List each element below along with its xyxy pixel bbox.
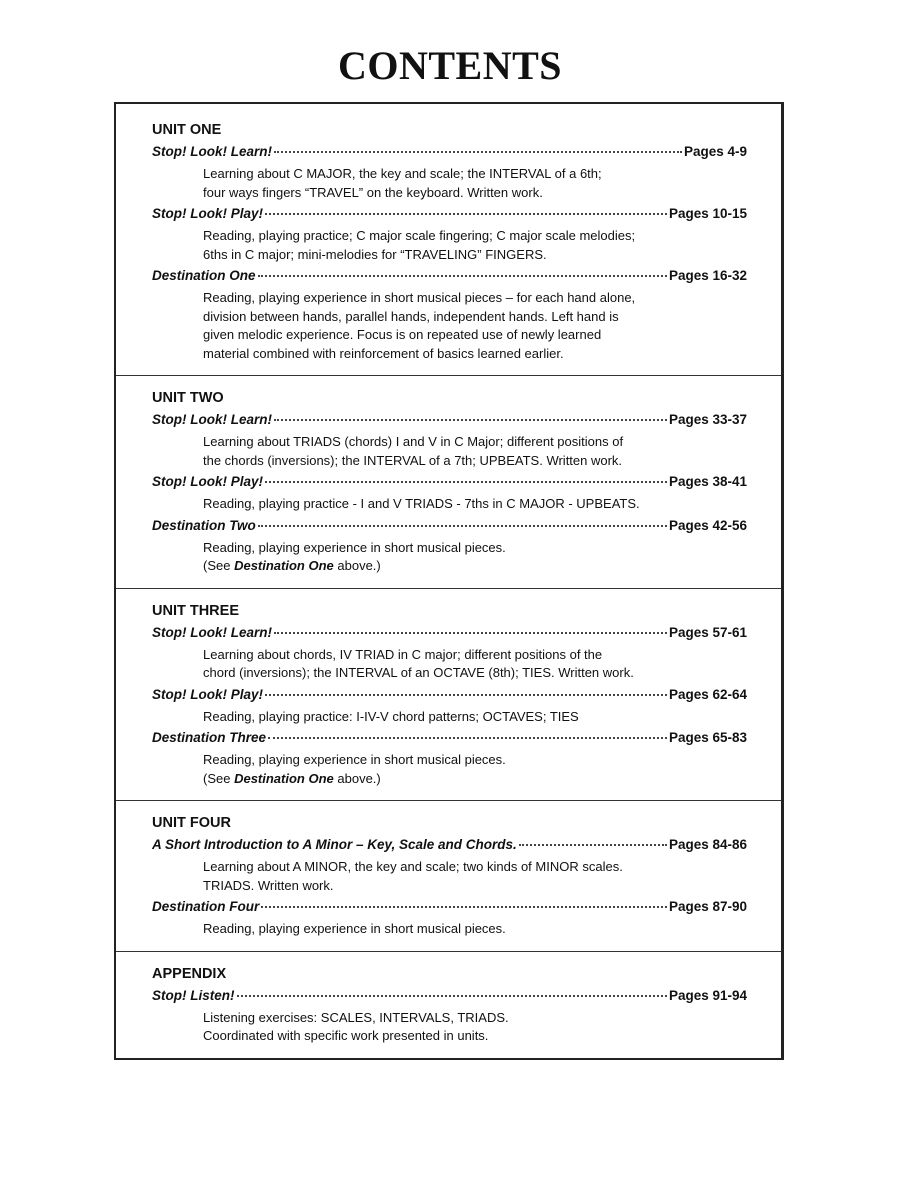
page-range: Pages 84-86 [668, 837, 747, 852]
description-line: Reading, playing experience in short musical pieces. [203, 921, 506, 936]
entry-description [152, 920, 747, 939]
description-line: four ways fingers “TRAVEL” on the keyboard. Written work. [203, 184, 543, 200]
page-range: Pages 4-9 [683, 144, 747, 159]
entry-title: Stop! Look! Play! [152, 474, 263, 489]
description-line: Learning about A MINOR, the key and scale; two kinds of MINOR scales. [203, 859, 623, 874]
entry-description [152, 646, 747, 683]
description-line: material combined with reinforcement of basics learned earlier. [203, 345, 564, 361]
description-line: Reading, playing experience in short musical pieces. [203, 752, 506, 767]
description-line: 6ths in C major; mini-melodies for “TRAVELING” FINGERS. [203, 246, 547, 262]
unit-section [116, 800, 781, 951]
entry-description [152, 433, 747, 470]
toc-entry[interactable] [152, 730, 747, 751]
entry-title: Stop! Look! Learn! [152, 412, 272, 427]
entry-title: Destination Three [152, 730, 267, 745]
page-range: Pages 16-32 [668, 268, 747, 283]
see-prefix: (See [203, 558, 235, 573]
dot-leader [519, 844, 667, 846]
description-line: Listening exercises: SCALES, INTERVALS, TRIADS. [203, 1009, 509, 1025]
description-line: division between hands, parallel hands, independent hands. Left hand is [203, 308, 619, 324]
unit-section [116, 588, 781, 801]
dot-leader [268, 737, 667, 739]
see-suffix: above.) [333, 558, 381, 573]
see-reference [203, 557, 747, 576]
dot-leader [261, 906, 667, 908]
toc-entry[interactable] [152, 412, 747, 433]
dot-leader [274, 419, 667, 421]
description-line: the chords (inversions); the INTERVAL of a 7th; UPBEATS. Written work. [203, 452, 623, 468]
description-line: Learning about C MAJOR, the key and scale; the INTERVAL of a 6th; [203, 166, 602, 181]
entry-title: Destination Two [152, 517, 256, 533]
page-range: Pages 42-56 [668, 517, 747, 533]
toc-entry[interactable] [152, 518, 747, 539]
entry-description [152, 227, 747, 264]
unit-heading: APPENDIX [152, 965, 227, 982]
see-reference [203, 770, 747, 789]
toc-entry[interactable] [152, 206, 747, 227]
entry-description [152, 495, 747, 514]
page-range: Pages 33-37 [668, 412, 747, 427]
contents-table [114, 102, 784, 1060]
dot-leader [265, 213, 667, 215]
toc-entry[interactable] [152, 268, 747, 289]
unit-heading: UNIT TWO [152, 390, 224, 406]
page-range: Pages 57-61 [668, 624, 747, 640]
description-line: Learning about chords, IV TRIAD in C major; different positions of the [203, 646, 603, 662]
toc-entry[interactable] [152, 687, 747, 708]
entry-description [152, 289, 747, 363]
page-range: Pages 38-41 [668, 474, 747, 489]
description-line: Reading, playing experience in short musical pieces. [203, 539, 506, 555]
entry-title: Stop! Listen! [152, 987, 235, 1003]
dot-leader [265, 694, 667, 696]
entry-description [152, 165, 747, 202]
unit-section [116, 375, 781, 588]
entry-title: Destination One [152, 268, 256, 283]
unit-section [116, 104, 781, 375]
entry-title: Stop! Look! Learn! [152, 144, 272, 159]
page-range: Pages 91-94 [668, 987, 747, 1003]
dot-leader [258, 525, 667, 527]
toc-entry[interactable] [152, 837, 747, 858]
description-line: TRIADS. Written work. [203, 877, 334, 893]
entry-description [152, 751, 747, 788]
dot-leader [265, 481, 667, 483]
page-range: Pages 62-64 [668, 686, 747, 702]
toc-entry[interactable] [152, 474, 747, 495]
dot-leader [274, 632, 667, 634]
entry-title: Stop! Look! Learn! [152, 624, 272, 640]
entry-description [152, 1009, 747, 1046]
description-line: Reading, playing practice; C major scale fingering; C major scale melodies; [203, 228, 636, 243]
unit-heading: UNIT FOUR [152, 815, 231, 831]
description-line: chord (inversions); the INTERVAL of an OCTAVE (8th); TIES. Written work. [203, 665, 634, 680]
entry-description [152, 708, 747, 727]
unit-heading: UNIT THREE [152, 602, 239, 619]
unit-section [116, 951, 781, 1058]
see-target: Destination One [234, 558, 334, 573]
description-line: Reading, playing practice: I-IV-V chord patterns; OCTAVES; TIES [203, 708, 579, 724]
description-line: Learning about TRIADS (chords) I and V in C Major; different positions of [203, 434, 624, 449]
description-line: given melodic experience. Focus is on repeated use of newly learned [203, 327, 602, 342]
page-range: Pages 65-83 [668, 730, 747, 745]
dot-leader [237, 995, 667, 997]
dot-leader [274, 151, 682, 153]
entry-description [152, 539, 747, 576]
toc-entry[interactable] [152, 144, 747, 165]
see-target: Destination One [234, 770, 334, 786]
page-range: Pages 87-90 [668, 899, 747, 914]
entry-title: Destination Four [152, 899, 260, 914]
page-range: Pages 10-15 [668, 206, 747, 221]
entry-description [152, 858, 747, 895]
dot-leader [258, 275, 667, 277]
unit-heading: UNIT ONE [152, 122, 222, 138]
entry-title: Stop! Look! Play! [152, 686, 263, 702]
entry-title: Stop! Look! Play! [152, 206, 263, 221]
description-line: Reading, playing experience in short musical pieces – for each hand alone, [203, 290, 636, 305]
toc-entry[interactable] [152, 899, 747, 920]
toc-entry[interactable] [152, 988, 747, 1009]
entry-title: A Short Introduction to A Minor – Key, Scale and Chords. [152, 837, 517, 852]
description-line: Reading, playing practice - I and V TRIADS - 7ths in C MAJOR - UPBEATS. [203, 496, 640, 511]
see-prefix: (See [203, 770, 235, 786]
see-suffix: above.) [333, 770, 381, 786]
description-line: Coordinated with specific work presented in units. [203, 1028, 489, 1043]
toc-entry[interactable] [152, 625, 747, 646]
page-title: CONTENTS [337, 43, 563, 88]
